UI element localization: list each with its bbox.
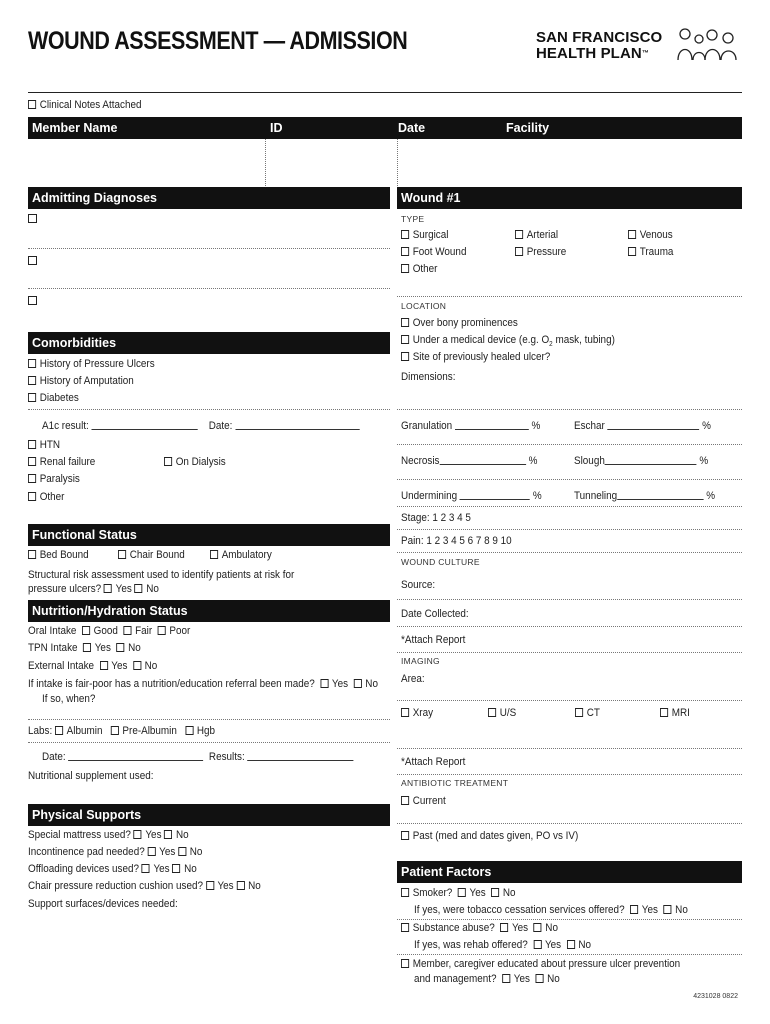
paralysis-option[interactable]: Paralysis: [28, 473, 80, 485]
device-option[interactable]: Under a medical device (e.g. $O_2$ mask, tubing): [401, 334, 615, 348]
venous-option[interactable]: Venous: [628, 229, 673, 241]
support-surfaces-row[interactable]: Support surfaces/devices needed:: [28, 898, 178, 910]
wound-header: Wound #1: [397, 187, 742, 209]
divider: [397, 506, 742, 507]
dialysis-option[interactable]: On Dialysis: [164, 456, 226, 468]
facility-label: Facility: [506, 121, 550, 135]
arterial-option[interactable]: Arterial: [515, 229, 558, 241]
ct-option[interactable]: CT: [575, 707, 600, 719]
patient-factors-header: Patient Factors: [397, 861, 742, 883]
a1c-row[interactable]: A1c result: Date:: [42, 420, 359, 432]
clinical-notes-label: Clinical Notes Attached: [39, 99, 142, 111]
divider: [397, 774, 742, 775]
current-option[interactable]: Current: [401, 795, 446, 807]
source-field[interactable]: Source:: [401, 579, 436, 591]
logo-line-2: HEALTH PLAN: [536, 45, 642, 62]
divider: [397, 626, 742, 627]
renal-option[interactable]: Renal failure: [28, 456, 95, 468]
page-title: WOUND ASSESSMENT — ADMISSION: [28, 27, 408, 55]
divider: [397, 409, 742, 410]
divider: [397, 748, 742, 749]
divider: [28, 742, 390, 743]
tpn-intake-row[interactable]: TPN Intake Yes No: [28, 642, 141, 654]
diabetes-option[interactable]: Diabetes: [28, 392, 79, 404]
chair-bound-option[interactable]: Chair Bound: [118, 549, 185, 561]
member-info-bar: [28, 117, 742, 139]
incontinence-row[interactable]: Incontinence pad needed? Yes No: [28, 846, 203, 858]
divider: [397, 919, 742, 920]
clinical-notes-row[interactable]: [28, 99, 142, 111]
member-name-label: Member Name: [32, 121, 118, 135]
if-so-when: If so, when?: [42, 693, 96, 705]
antibiotic-label: ANTIBIOTIC TREATMENT: [401, 778, 509, 788]
divider: [397, 954, 742, 955]
pressure-option[interactable]: Pressure: [515, 246, 566, 258]
imaging-area-field[interactable]: Area:: [401, 673, 425, 685]
bony-option[interactable]: Over bony prominences: [401, 317, 518, 329]
divider: [265, 139, 266, 186]
date-label: Date: [398, 121, 426, 135]
wound-other-option[interactable]: Other: [401, 263, 437, 275]
diagnosis-checkbox-2[interactable]: [28, 255, 41, 267]
divider: [397, 529, 742, 530]
mattress-row[interactable]: Special mattress used? Yes No: [28, 829, 189, 841]
xray-option[interactable]: Xray: [401, 707, 433, 719]
structural-risk-answer[interactable]: pressure ulcers? Yes No: [28, 583, 159, 595]
header-rule: [28, 92, 742, 93]
us-option[interactable]: U/S: [488, 707, 516, 719]
granulation-field[interactable]: Granulation %: [401, 420, 541, 432]
imaging-attach-report: *Attach Report: [401, 756, 466, 768]
physical-supports-header: Physical Supports: [28, 804, 390, 826]
divider: [397, 479, 742, 480]
comorbidity-other-option[interactable]: Other: [28, 491, 64, 503]
tobacco-services-row[interactable]: If yes, were tobacco cessation services offered? Yes No: [414, 904, 688, 916]
rehab-row[interactable]: If yes, was rehab offered? Yes No: [414, 939, 591, 951]
htn-option[interactable]: HTN: [28, 439, 60, 451]
amputation-option[interactable]: History of Amputation: [28, 375, 134, 387]
type-label: TYPE: [401, 214, 425, 224]
chair-cushion-row[interactable]: Chair pressure reduction cushion used? Yes No: [28, 880, 261, 892]
substance-row[interactable]: Substance abuse? Yes No: [401, 922, 558, 934]
clinical-notes-checkbox[interactable]: [28, 100, 36, 109]
logo-line-1: SAN FRANCISCO: [536, 29, 663, 46]
eschar-field[interactable]: Eschar %: [574, 420, 711, 432]
culture-attach-report: *Attach Report: [401, 634, 466, 646]
divider: [28, 409, 390, 410]
functional-status-header: Functional Status: [28, 524, 390, 546]
divider: [397, 700, 742, 701]
wound-culture-label: WOUND CULTURE: [401, 557, 480, 567]
necrosis-field[interactable]: Necrosis %: [401, 455, 538, 467]
pressure-ulcers-option[interactable]: History of Pressure Ulcers: [28, 358, 155, 370]
past-option[interactable]: Past (med and dates given, PO vs IV): [401, 830, 578, 842]
nutrition-header: Nutrition/Hydration Status: [28, 600, 390, 622]
imaging-label: IMAGING: [401, 656, 440, 666]
divider: [397, 296, 742, 297]
divider: [397, 444, 742, 445]
divider: [397, 599, 742, 600]
referral-row[interactable]: If intake is fair-poor has a nutrition/education referral been made? Yes No: [28, 678, 378, 690]
date-collected-field[interactable]: Date Collected:: [401, 608, 469, 620]
undermining-field[interactable]: Undermining %: [401, 490, 542, 502]
id-label: ID: [270, 121, 283, 135]
dimensions-field[interactable]: Dimensions:: [401, 371, 456, 383]
divider: [28, 719, 390, 720]
pain-scale[interactable]: Pain: 1 2 3 4 5 6 7 8 9 10: [401, 535, 512, 547]
location-label: LOCATION: [401, 301, 447, 311]
tunneling-field[interactable]: Tunneling %: [574, 490, 716, 502]
healed-site-option[interactable]: Site of previously healed ulcer?: [401, 351, 550, 363]
foot-wound-option[interactable]: Foot Wound: [401, 246, 466, 258]
divider: [397, 552, 742, 553]
surgical-option[interactable]: Surgical: [401, 229, 448, 241]
smoker-row[interactable]: Smoker? Yes No: [401, 887, 516, 899]
structural-risk-question: Structural risk assessment used to identify patients at risk for: [28, 569, 295, 581]
admitting-diagnoses-header: Admitting Diagnoses: [28, 187, 390, 209]
slough-field[interactable]: Slough %: [574, 455, 709, 467]
educated-row[interactable]: Member, caregiver educated about pressure ulcer prevention: [401, 958, 680, 970]
mri-option[interactable]: MRI: [660, 707, 690, 719]
divider: [28, 248, 390, 249]
id-field[interactable]: [267, 139, 396, 185]
divider: [28, 288, 390, 289]
form-code: 4231028 0822: [693, 993, 738, 1000]
diagnosis-checkbox-3[interactable]: [28, 295, 41, 307]
external-intake-row[interactable]: External Intake Yes No: [28, 660, 158, 672]
divider: [397, 823, 742, 824]
logo-tm: ™: [641, 50, 649, 57]
divider: [397, 139, 398, 186]
offloading-row[interactable]: Offloading devices used? Yes No: [28, 863, 197, 875]
labs-date-row[interactable]: Date: Results:: [42, 751, 354, 763]
comorbidities-header: Comorbidities: [28, 332, 390, 354]
oral-intake-row[interactable]: Oral Intake Good Fair Poor: [28, 625, 191, 637]
stage-scale[interactable]: Stage: 1 2 3 4 5: [401, 512, 471, 524]
ambulatory-option[interactable]: Ambulatory: [210, 549, 272, 561]
labs-row[interactable]: Labs: Albumin Pre-Albumin Hgb: [28, 725, 216, 737]
supplement-row[interactable]: Nutritional supplement used:: [28, 770, 154, 782]
bed-bound-option[interactable]: Bed Bound: [28, 549, 89, 561]
divider: [397, 652, 742, 653]
date-facility-field[interactable]: [399, 139, 742, 185]
logo: [536, 30, 662, 62]
educated-answer[interactable]: and management? Yes No: [414, 973, 560, 985]
trauma-option[interactable]: Trauma: [628, 246, 673, 258]
member-name-field[interactable]: [28, 139, 264, 185]
diagnosis-checkbox-1[interactable]: [28, 213, 41, 225]
family-logo-icon: [676, 26, 742, 64]
